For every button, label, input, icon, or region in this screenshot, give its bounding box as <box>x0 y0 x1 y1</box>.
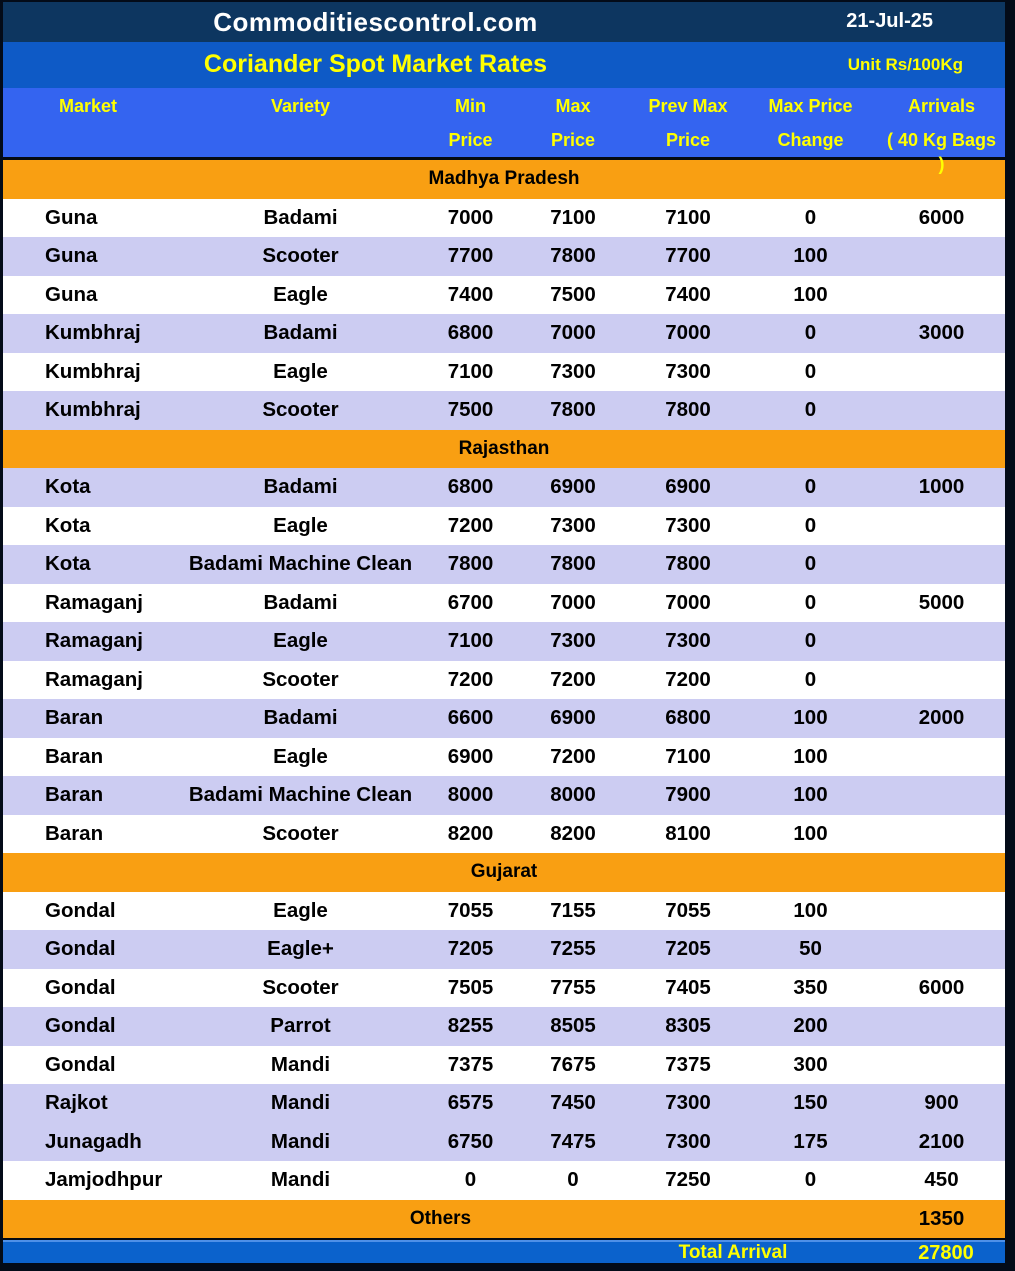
market-cell: Baran <box>45 783 104 807</box>
arrivals-cell: 2100 <box>918 1129 965 1153</box>
market-cell: Ramaganj <box>45 667 143 691</box>
column-label: Max Price <box>768 96 853 116</box>
max-price-cell: 7300 <box>550 629 596 653</box>
table-row <box>3 892 1005 931</box>
column-min-price <box>428 89 513 157</box>
max-price-cell: 8505 <box>550 1014 596 1038</box>
max-price-cell: 7800 <box>550 398 596 422</box>
market-cell: Guna <box>45 244 98 268</box>
table-row <box>3 1123 1005 1162</box>
report-date: 21-Jul-25 <box>846 10 933 32</box>
table-row <box>3 969 1005 1008</box>
variety-cell: Eagle <box>273 898 328 922</box>
variety-cell: Scooter <box>262 667 339 691</box>
prev-max-cell: 7100 <box>665 744 711 768</box>
section-header-gujarat <box>3 853 1005 892</box>
max-price-cell: 7300 <box>550 359 596 383</box>
table-row <box>3 391 1005 430</box>
column-label: Variety <box>270 96 331 116</box>
max-price-cell: 7255 <box>550 937 596 961</box>
max-price-cell: 7300 <box>550 513 596 537</box>
prev-max-cell: 8305 <box>665 1014 711 1038</box>
change-cell: 100 <box>793 282 828 306</box>
change-cell: 0 <box>804 321 817 345</box>
max-price-cell: 7475 <box>550 1129 596 1153</box>
change-cell: 150 <box>793 1091 828 1115</box>
arrivals-cell: 5000 <box>918 590 965 614</box>
variety-cell: Eagle <box>273 629 328 653</box>
max-price-cell: 7200 <box>550 744 596 768</box>
market-cell: Kumbhraj <box>45 321 141 345</box>
column-max-price-change <box>743 89 878 157</box>
min-price-cell: 6600 <box>447 706 494 730</box>
variety-cell: Scooter <box>262 398 339 422</box>
market-cell: Gondal <box>45 898 116 922</box>
change-cell: 100 <box>793 744 828 768</box>
min-price-cell: 7500 <box>447 398 494 422</box>
max-price-cell: 8000 <box>550 783 596 807</box>
prev-max-cell: 7250 <box>665 1168 711 1192</box>
variety-cell: Mandi <box>270 1168 331 1192</box>
prev-max-cell: 7200 <box>665 667 711 691</box>
change-cell: 100 <box>793 244 828 268</box>
max-price-cell: 6900 <box>550 475 596 499</box>
market-cell: Gondal <box>45 1052 116 1076</box>
others-row <box>3 1200 1005 1239</box>
arrivals-cell: 1000 <box>918 475 965 499</box>
min-price-cell: 7100 <box>447 359 494 383</box>
change-cell: 0 <box>804 590 817 614</box>
min-price-cell: 6575 <box>447 1091 494 1115</box>
table-row <box>3 738 1005 777</box>
variety-cell: Mandi <box>270 1129 331 1153</box>
prev-max-cell: 7300 <box>665 1091 711 1115</box>
arrivals-cell: 2000 <box>918 706 965 730</box>
prev-max-cell: 7800 <box>665 552 711 576</box>
max-price-cell: 7450 <box>550 1091 596 1115</box>
min-price-cell: 6800 <box>447 321 494 345</box>
min-price-cell: 6750 <box>447 1129 494 1153</box>
column-market <box>3 89 173 157</box>
max-price-cell: 7000 <box>550 321 596 345</box>
table-row <box>3 1046 1005 1085</box>
min-price-cell: 7200 <box>447 667 494 691</box>
max-price-cell: 7155 <box>550 898 596 922</box>
max-price-cell: 7675 <box>550 1052 596 1076</box>
prev-max-cell: 7300 <box>665 629 711 653</box>
variety-cell: Eagle <box>273 359 328 383</box>
min-price-cell: 7205 <box>447 937 494 961</box>
max-price-cell: 7100 <box>550 205 596 229</box>
variety-cell: Mandi <box>270 1091 331 1115</box>
variety-cell: Badami <box>263 321 338 345</box>
market-cell: Gondal <box>45 1014 116 1038</box>
min-price-cell: 6700 <box>447 590 494 614</box>
change-cell: 50 <box>799 937 822 961</box>
column-label: ) <box>938 154 945 174</box>
change-cell: 175 <box>793 1129 828 1153</box>
change-cell: 0 <box>804 513 817 537</box>
change-cell: 0 <box>804 359 817 383</box>
arrivals-cell: 6000 <box>918 975 965 999</box>
prev-max-cell: 7400 <box>665 282 711 306</box>
market-cell: Junagadh <box>45 1129 142 1153</box>
table-row <box>3 776 1005 815</box>
prev-max-cell: 8100 <box>665 821 711 845</box>
top-bar <box>3 2 1005 42</box>
prev-max-cell: 7300 <box>665 513 711 537</box>
page-title: Coriander Spot Market Rates <box>203 50 548 78</box>
column-label: ( 40 Kg Bags <box>886 130 997 150</box>
column-label: Price <box>665 130 711 150</box>
table-row <box>3 276 1005 315</box>
table-row <box>3 314 1005 353</box>
unit-label: Unit Rs/100Kg <box>847 55 963 74</box>
arrivals-cell: 900 <box>924 1091 959 1115</box>
variety-cell: Scooter <box>262 975 339 999</box>
column-label: Market <box>58 96 118 116</box>
table-row <box>3 622 1005 661</box>
min-price-cell: 7055 <box>447 898 494 922</box>
min-price-cell: 6900 <box>447 744 494 768</box>
prev-max-cell: 7700 <box>665 244 711 268</box>
min-price-cell: 7375 <box>447 1052 494 1076</box>
market-cell: Rajkot <box>45 1091 108 1115</box>
table-row <box>3 545 1005 584</box>
table-row <box>3 661 1005 700</box>
max-price-cell: 6900 <box>550 706 596 730</box>
market-cell: Baran <box>45 706 104 730</box>
min-price-cell: 8200 <box>447 821 494 845</box>
column-label: Change <box>777 130 844 150</box>
market-cell: Ramaganj <box>45 629 143 653</box>
change-cell: 0 <box>804 398 817 422</box>
max-price-cell: 7800 <box>550 552 596 576</box>
table-row <box>3 468 1005 507</box>
prev-max-cell: 7405 <box>665 975 711 999</box>
change-cell: 200 <box>793 1014 828 1038</box>
variety-cell: Badami <box>263 590 338 614</box>
variety-cell: Badami <box>263 205 338 229</box>
change-cell: 350 <box>793 975 828 999</box>
market-cell: Guna <box>45 282 98 306</box>
section-header-madhya-pradesh <box>3 160 1005 199</box>
variety-cell: Eagle <box>273 744 328 768</box>
max-price-cell: 7755 <box>550 975 596 999</box>
market-cell: Kota <box>45 475 91 499</box>
site-title: Commoditiescontrol.com <box>213 7 538 37</box>
prev-max-cell: 7000 <box>665 590 711 614</box>
table-row <box>3 237 1005 276</box>
market-cell: Kota <box>45 552 91 576</box>
min-price-cell: 8000 <box>447 783 494 807</box>
change-cell: 0 <box>804 1168 817 1192</box>
min-price-cell: 0 <box>464 1168 477 1192</box>
market-cell: Guna <box>45 205 98 229</box>
max-price-cell: 7000 <box>550 590 596 614</box>
change-cell: 100 <box>793 898 828 922</box>
market-cell: Gondal <box>45 937 116 961</box>
market-cell: Baran <box>45 821 104 845</box>
market-cell: Baran <box>45 744 104 768</box>
section-title: Madhya Pradesh <box>428 168 580 190</box>
change-cell: 0 <box>804 475 817 499</box>
prev-max-cell: 7055 <box>665 898 711 922</box>
total-arrival-value: 27800 <box>918 1242 974 1264</box>
column-header-row <box>3 88 1005 174</box>
column-max-price <box>513 89 633 157</box>
others-arrivals-cell: 1350 <box>918 1206 965 1230</box>
min-price-cell: 7000 <box>447 205 494 229</box>
column-label: Prev Max <box>648 96 728 116</box>
market-cell: Gondal <box>45 975 116 999</box>
min-price-cell: 7505 <box>447 975 494 999</box>
variety-cell: Mandi <box>270 1052 331 1076</box>
change-cell: 100 <box>793 706 828 730</box>
min-price-cell: 7800 <box>447 552 494 576</box>
market-cell: Jamjodhpur <box>45 1168 163 1192</box>
title-bar <box>3 42 1005 88</box>
table-row <box>3 1161 1005 1200</box>
table-row <box>3 1007 1005 1046</box>
variety-cell: Scooter <box>262 244 339 268</box>
arrivals-cell: 3000 <box>918 321 965 345</box>
min-price-cell: 8255 <box>447 1014 494 1038</box>
prev-max-cell: 7000 <box>665 321 711 345</box>
prev-max-cell: 7900 <box>665 783 711 807</box>
total-arrival-bar <box>3 1238 1005 1263</box>
prev-max-cell: 7100 <box>665 205 711 229</box>
market-cell: Kumbhraj <box>45 359 141 383</box>
column-prev-max-price <box>633 89 743 157</box>
prev-max-cell: 7300 <box>665 1129 711 1153</box>
table-row <box>3 815 1005 854</box>
variety-cell: Badami Machine Clean <box>188 552 413 576</box>
table-row <box>3 584 1005 623</box>
column-arrivals <box>878 89 1005 174</box>
change-cell: 300 <box>793 1052 828 1076</box>
section-header-rajasthan <box>3 430 1005 469</box>
max-price-cell: 0 <box>567 1168 579 1192</box>
variety-cell: Badami Machine Clean <box>188 783 413 807</box>
arrivals-cell: 450 <box>924 1168 959 1192</box>
table-row <box>3 507 1005 546</box>
prev-max-cell: 6800 <box>665 706 711 730</box>
column-label: Price <box>448 130 493 150</box>
table-row <box>3 699 1005 738</box>
table-row <box>3 199 1005 238</box>
prev-max-cell: 7375 <box>665 1052 711 1076</box>
variety-cell: Badami <box>263 475 338 499</box>
max-price-cell: 7200 <box>550 667 596 691</box>
section-title: Gujarat <box>470 861 538 883</box>
market-cell: Ramaganj <box>45 590 143 614</box>
market-cell: Kumbhraj <box>45 398 141 422</box>
column-label: Min <box>455 96 486 116</box>
column-variety <box>173 89 428 157</box>
change-cell: 0 <box>804 629 817 653</box>
change-cell: 0 <box>804 205 817 229</box>
column-label: Max <box>555 96 591 116</box>
table-row <box>3 930 1005 969</box>
variety-cell: Scooter <box>262 821 339 845</box>
change-cell: 100 <box>793 783 828 807</box>
table-body <box>3 160 1005 1238</box>
change-cell: 100 <box>793 821 828 845</box>
change-cell: 0 <box>804 552 817 576</box>
max-price-cell: 8200 <box>550 821 596 845</box>
min-price-cell: 7200 <box>447 513 494 537</box>
prev-max-cell: 6900 <box>665 475 711 499</box>
min-price-cell: 7700 <box>447 244 494 268</box>
prev-max-cell: 7205 <box>665 937 711 961</box>
table-row <box>3 353 1005 392</box>
prev-max-cell: 7300 <box>665 359 711 383</box>
market-cell: Kota <box>45 513 91 537</box>
section-title: Rajasthan <box>458 437 550 459</box>
others-label: Others <box>409 1207 472 1229</box>
variety-cell: Parrot <box>270 1014 331 1038</box>
max-price-cell: 7500 <box>550 282 596 306</box>
table-row <box>3 1084 1005 1123</box>
min-price-cell: 7100 <box>447 629 494 653</box>
total-arrival-label: Total Arrival <box>678 1242 788 1263</box>
min-price-cell: 7400 <box>447 282 494 306</box>
min-price-cell: 6800 <box>447 475 494 499</box>
prev-max-cell: 7800 <box>665 398 711 422</box>
variety-cell: Eagle <box>273 282 328 306</box>
variety-cell: Eagle+ <box>267 937 334 961</box>
column-label: Price <box>550 130 596 150</box>
variety-cell: Eagle <box>273 513 328 537</box>
column-label: Arrivals <box>907 96 976 116</box>
variety-cell: Badami <box>263 706 338 730</box>
change-cell: 0 <box>804 667 817 691</box>
arrivals-cell: 6000 <box>918 205 965 229</box>
max-price-cell: 7800 <box>550 244 596 268</box>
